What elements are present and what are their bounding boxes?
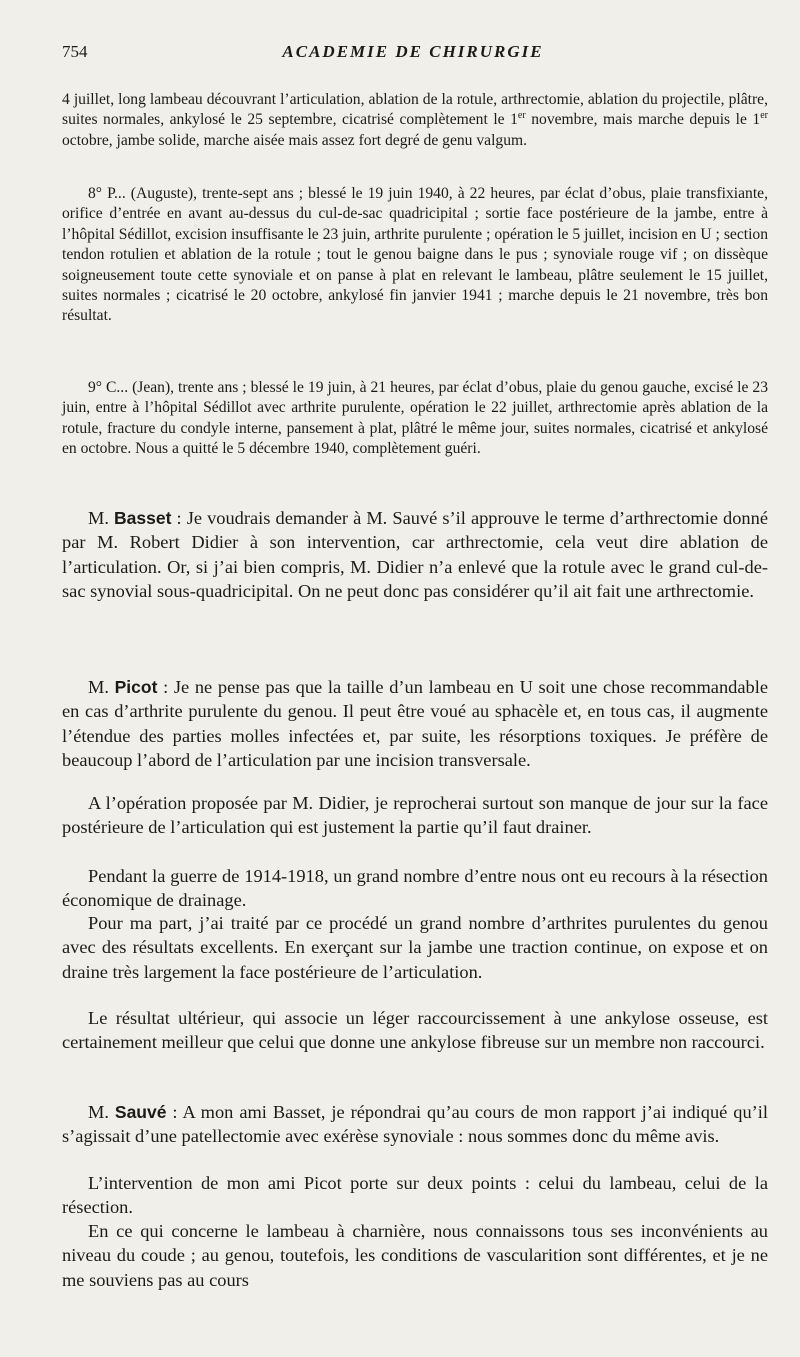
superscript-er: er	[760, 110, 768, 122]
speaker-name-basset: Basset	[114, 508, 172, 528]
sauve-paragraph: En ce qui concerne le lambeau à charnière, nous connaissons tous ses inconvénients au niveau du coude ; au genou, toutefois, les conditions de vascularition sont différentes, et je ne me souviens pas au cours	[62, 1221, 768, 1290]
running-head: ACADEMIE DE CHIRURGIE	[282, 42, 544, 61]
page-number: 754	[62, 42, 88, 61]
picot-paragraph: Le résultat ultérieur, qui associe un léger raccourcissement à une ankylose osseuse, est certainement meilleur que celui que donne une ankylose fibreuse sur un membre non raccourci.	[62, 1008, 768, 1053]
speaker-name-picot: Picot	[114, 677, 158, 697]
case-7-continued	[62, 90, 768, 151]
picot-text: : Je ne pense pas que la taille d’un lambeau en U soit une chose recommandable en cas d’arthrite purulente du genou. Il peut être voué au sphacèle et, en tous cas, il augmente l’étendue des parties molles infectées et, par suite, les résorptions toxiques. Je préfère de beaucoup l’abord de l’articulation par une incision transversale.	[62, 677, 768, 771]
speaker-prefix: M.	[88, 508, 115, 528]
picot-paragraph: Pour ma part, j’ai traité par ce procédé un grand nombre d’arthrites purulentes du genou avec des résultats excellents. En exerçant sur la jambe une traction continue, on expose et on draine très largement la face postérieure de l’articulation.	[62, 913, 768, 982]
sauve-text: : A mon ami Basset, je répondrai qu’au cours de mon rapport j’ai indiqué qu’il s’agissait d’une patellectomie avec exérèse synoviale : nous sommes donc du même avis.	[62, 1102, 768, 1147]
case-9: 9° C... (Jean), trente ans ; blessé le 19 juin, à 21 heures, par éclat d’obus, plaie du genou gauche, excisé le 23 juin, entre à l’hôpital Sédillot avec arthrite purulente, opération le 22 juillet, arthrectomie après ablation de la rotule, fracture du condyle interne, pansement à plat, plâtré le même jour, suites normales, cicatrisé et ankylosé en octobre. Nous a quitté le 5 décembre 1940, complètement guéri.	[62, 379, 768, 458]
picot-paragraph: A l’opération proposée par M. Didier, je reprocherai surtout son manque de jour sur la face postérieure de l’articulation qui est justement la partie qu’il faut drainer.	[62, 793, 768, 838]
sauve-intervention	[62, 1100, 768, 1149]
basset-intervention	[62, 506, 768, 604]
speaker-prefix: M.	[88, 1102, 115, 1122]
picot-intervention	[62, 675, 768, 773]
basset-text: : Je voudrais demander à M. Sauvé s’il approuve le terme d’arthrectomie donné par M. Robert Didier à son intervention, car arthrectomie, cela veut dire ablation de l’articulation. Or, si j’ai bien compris, M. Didier n’a enlevé que la rotule avec le grand cul-de-sac synovial sous-quadricipital. On ne peut donc pas considérer qu’il ait fait une arthrectomie.	[62, 508, 768, 602]
case-8: 8° P... (Auguste), trente-sept ans ; blessé le 19 juin 1940, à 22 heures, par éclat d’obus, plaie transfixiante, orifice d’entrée en avant au-dessus du cul-de-sac quadricipital ; sortie face postérieure de la jambe, entre à l’hôpital Sédillot, excision insuffisante le 23 juin, arthrite purulente ; opération le 5 juillet, incision en U ; section tendon rotulien et ablation de la rotule ; tout le genou baigne dans le pus ; synoviale rouge vif ; on dissèque soigneusement toute cette synoviale et on panse à plat en relevant le lambeau, plâtre seulement le 15 juillet, suites normales ; cicatrisé le 20 octobre, ankylosé fin janvier 1941 ; marche depuis le 21 novembre, très bon résultat.	[62, 185, 768, 325]
speaker-prefix: M.	[88, 677, 115, 697]
picot-paragraph: Pendant la guerre de 1914-1918, un grand nombre d’entre nous ont eu recours à la résection économique de drainage.	[62, 866, 768, 911]
speaker-name-sauve: Sauvé	[114, 1102, 167, 1122]
case-7-text-c: octobre, jambe solide, marche aisée mais assez fort degré de genu valgum.	[62, 131, 528, 149]
case-7-text-a: 4 juillet, long lambeau découvrant l’articulation, ablation de la rotule, arthrectomie, ablation du projectile, plâtre, suites normales, ankylosé le 25 septembre, cicatrisé complètement le 1	[62, 91, 768, 129]
page-header	[62, 42, 764, 66]
sauve-paragraph: L’intervention de mon ami Picot porte sur deux points : celui du lambeau, celui de la résection.	[62, 1173, 768, 1218]
case-7-text-b: novembre, mais marche depuis le 1	[525, 111, 761, 129]
superscript-er: er	[517, 110, 526, 122]
